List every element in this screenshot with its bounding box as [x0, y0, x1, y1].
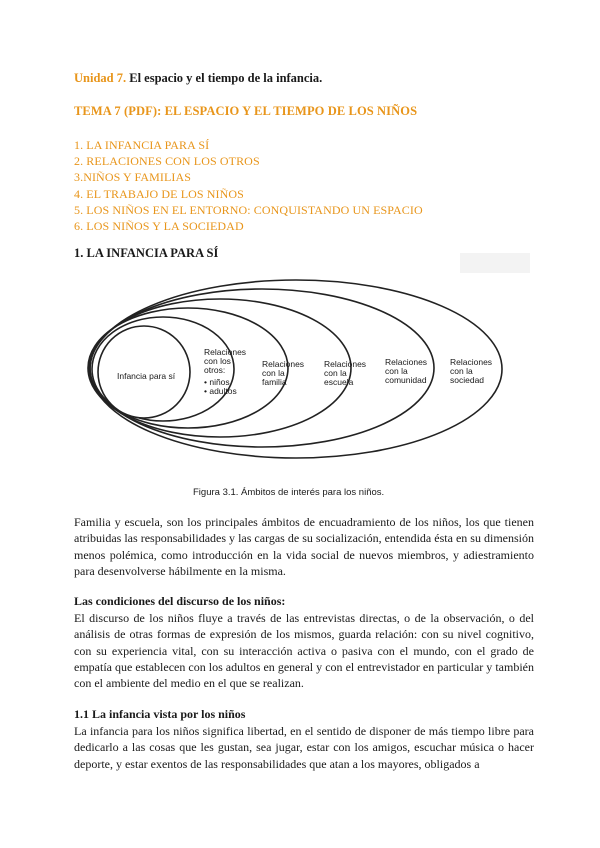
label-otros-3: otros:	[204, 365, 226, 375]
label-comunidad-2: con la	[385, 366, 408, 376]
label-otros-b1: • niños	[204, 377, 230, 387]
label-sociedad-2: con la	[450, 366, 473, 376]
section-heading: 1. LA INFANCIA PARA SÍ	[74, 246, 219, 260]
label-otros-b2: • adultos	[204, 386, 237, 396]
toc-item: 2. RELACIONES CON LOS OTROS	[74, 154, 260, 169]
table-of-contents	[74, 137, 423, 234]
label-escuela-2: con la	[324, 368, 347, 378]
nested-ellipses-diagram	[60, 253, 530, 505]
paragraph-familia-escuela: Familia y escuela, son los principales ámbitos de encuadramiento de los niños, los que tienen atribuidas las responsabilidades y las cargas de su socialización, entendida ésta en su dimensión menos polémica, como introducción en la vida social de nuevos miembros, y adiestramiento para desenvolverse hábilmente en la misma.	[74, 515, 534, 578]
toc-item: 1. LA INFANCIA PARA SÍ	[74, 138, 210, 152]
toc-item: 4. EL TRABAJO DE LOS NIÑOS	[74, 186, 244, 201]
label-comunidad-1: Relaciones	[385, 357, 428, 367]
label-familia-2: con la	[262, 368, 285, 378]
unit-title: El espacio y el tiempo de la infancia.	[129, 71, 323, 85]
label-infancia: Infancia para sí	[117, 371, 176, 381]
label-comunidad-3: comunidad	[385, 375, 427, 385]
label-otros-2: con los	[204, 356, 231, 366]
unit-label: Unidad 7.	[74, 71, 127, 85]
unit-heading	[74, 71, 322, 86]
paragraph-infancia-vista: La infancia para los niños significa libertad, en el sentido de disponer de más tiempo libre para dedicarlo a las cosas que les gustan, sea jugar, estar con los amigos, escuchar música o hacer deporte, y estar exentos de las responsabilidades que atan a los mayores, obligados a	[74, 724, 534, 771]
subheading-condiciones: Las condiciones del discurso de los niños:	[74, 594, 286, 608]
toc-item: 3.NIÑOS Y FAMILIAS	[74, 170, 192, 185]
figure-ambitos	[60, 253, 530, 505]
paragraph-discurso: El discurso de los niños fluye a través de las entrevistas directas, o de la observación, o del análisis de otras formas de expresión de los mismos, guarda relación: con su nivel cognitivo, con su experiencia vital, con su interacción activa o pasiva con el mundo, con el grado de empatía que establecen con los adultos en general y con el entrevistador en particular y también con el ambiente del medio en el que se realizan.	[74, 611, 534, 691]
subheading-1-1: 1.1 La infancia vista por los niños	[74, 707, 246, 721]
label-sociedad-3: sociedad	[450, 375, 485, 385]
faded-background	[460, 253, 530, 273]
label-escuela-3: escuela	[324, 377, 354, 387]
toc-item: 6. LOS NIÑOS Y LA SOCIEDAD	[74, 219, 244, 234]
label-escuela-1: Relaciones	[324, 359, 367, 369]
tema-title: TEMA 7 (PDF): EL ESPACIO Y EL TIEMPO DE LOS NIÑOS	[74, 104, 418, 118]
toc-item: 5. LOS NIÑOS EN EL ENTORNO: CONQUISTANDO UN ESPACIO	[74, 202, 423, 217]
label-otros-1: Relaciones	[204, 347, 247, 357]
label-familia-1: Relaciones	[262, 359, 305, 369]
figure-caption: Figura 3.1. Ámbitos de interés para los niños.	[193, 487, 385, 498]
label-sociedad-1: Relaciones	[450, 357, 493, 367]
label-familia-3: familia	[262, 377, 287, 387]
